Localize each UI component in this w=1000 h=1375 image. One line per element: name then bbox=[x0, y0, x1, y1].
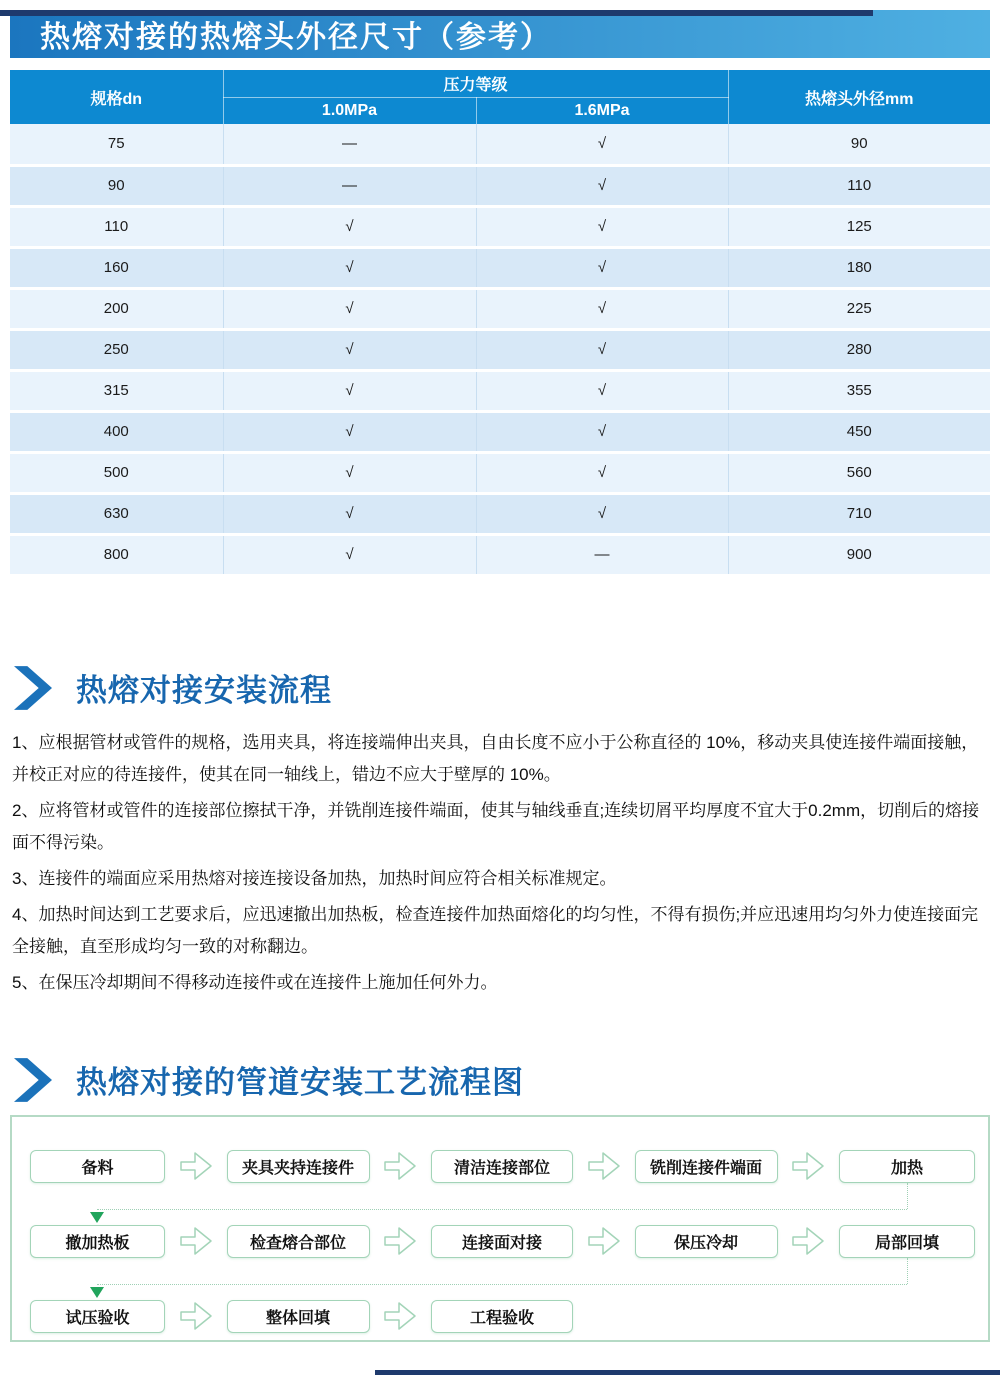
cell-od: 450 bbox=[728, 411, 990, 452]
flow-step: 工程验收 bbox=[431, 1300, 573, 1333]
table-row bbox=[10, 124, 990, 165]
connector-line bbox=[97, 1209, 907, 1210]
connector-line bbox=[97, 1284, 907, 1285]
top-navy-strip bbox=[0, 10, 873, 16]
cell-od: 125 bbox=[728, 206, 990, 247]
cell-p16: √ bbox=[476, 247, 728, 288]
table-row bbox=[10, 411, 990, 452]
flow-step: 清洁连接部位 bbox=[431, 1150, 573, 1183]
procedure-item-1: 1、应根据管材或管件的规格，选用夹具，将连接端伸出夹具，自由长度不应小于公称直径的 10%，移动夹具使连接件端面接触，并校正对应的待连接件，使其在同一轴线上，错边不应大于壁厚的 10%。 bbox=[12, 732, 979, 784]
cell-dn: 75 bbox=[10, 124, 223, 165]
cell-p10: — bbox=[223, 165, 476, 206]
table-row bbox=[10, 452, 990, 493]
cell-od: 355 bbox=[728, 370, 990, 411]
cell-p10: √ bbox=[223, 247, 476, 288]
flow-arrow-icon bbox=[165, 1151, 227, 1181]
table-row bbox=[10, 206, 990, 247]
col-header-spec: 规格dn bbox=[10, 70, 223, 124]
table-row bbox=[10, 493, 990, 534]
table-row bbox=[10, 370, 990, 411]
col-header-1-0mpa: 1.0MPa bbox=[223, 97, 476, 124]
table-row bbox=[10, 288, 990, 329]
cell-dn: 160 bbox=[10, 247, 223, 288]
flow-arrow-icon bbox=[573, 1226, 635, 1256]
cell-od: 710 bbox=[728, 493, 990, 534]
flow-row-2 bbox=[12, 1225, 988, 1258]
cell-od: 180 bbox=[728, 247, 990, 288]
flow-arrow-icon bbox=[573, 1151, 635, 1181]
cell-p10: — bbox=[223, 124, 476, 165]
down-arrow-icon bbox=[90, 1287, 104, 1298]
flow-step: 检查熔合部位 bbox=[227, 1225, 370, 1258]
cell-dn: 90 bbox=[10, 165, 223, 206]
flow-step: 整体回填 bbox=[227, 1300, 370, 1333]
flow-arrow-icon bbox=[778, 1151, 840, 1181]
col-header-1-6mpa: 1.6MPa bbox=[476, 97, 728, 124]
bottom-navy-strip bbox=[375, 1370, 1000, 1375]
cell-p10: √ bbox=[223, 452, 476, 493]
section-install-heading bbox=[14, 665, 1000, 711]
table-row bbox=[10, 534, 990, 575]
install-procedure-list bbox=[12, 727, 990, 999]
cell-dn: 110 bbox=[10, 206, 223, 247]
procedure-item-3: 3、连接件的端面应采用热熔对接连接设备加热，加热时间应符合相关标准规定。 bbox=[12, 868, 617, 888]
title-banner bbox=[10, 10, 990, 58]
flow-arrow-icon bbox=[165, 1301, 227, 1331]
flow-step: 试压验收 bbox=[30, 1300, 165, 1333]
procedure-item-5: 5、在保压冷却期间不得移动连接件或在连接件上施加任何外力。 bbox=[12, 972, 498, 992]
cell-p16: √ bbox=[476, 124, 728, 165]
connector-line bbox=[907, 1258, 908, 1284]
cell-od: 225 bbox=[728, 288, 990, 329]
flow-row-1 bbox=[12, 1150, 988, 1183]
cell-od: 560 bbox=[728, 452, 990, 493]
cell-p10: √ bbox=[223, 370, 476, 411]
flow-step: 加热 bbox=[839, 1150, 975, 1183]
connector-line bbox=[907, 1183, 908, 1209]
spec-table-header bbox=[10, 70, 990, 124]
table-row bbox=[10, 165, 990, 206]
flowchart bbox=[10, 1115, 990, 1342]
cell-p16: √ bbox=[476, 288, 728, 329]
cell-dn: 400 bbox=[10, 411, 223, 452]
cell-p16: √ bbox=[476, 370, 728, 411]
cell-dn: 500 bbox=[10, 452, 223, 493]
cell-p16: √ bbox=[476, 411, 728, 452]
cell-dn: 630 bbox=[10, 493, 223, 534]
flow-step: 铣削连接件端面 bbox=[635, 1150, 778, 1183]
page-title: 热熔对接的热熔头外径尺寸（参考） bbox=[40, 21, 552, 54]
cell-od: 280 bbox=[728, 329, 990, 370]
flow-step: 备料 bbox=[30, 1150, 165, 1183]
cell-od: 110 bbox=[728, 165, 990, 206]
cell-p10: √ bbox=[223, 534, 476, 575]
cell-p16: √ bbox=[476, 329, 728, 370]
flow-arrow-icon bbox=[778, 1226, 840, 1256]
cell-p10: √ bbox=[223, 288, 476, 329]
flow-step: 夹具夹持连接件 bbox=[227, 1150, 370, 1183]
flow-arrow-icon bbox=[165, 1226, 227, 1256]
cell-od: 90 bbox=[728, 124, 990, 165]
table-row bbox=[10, 247, 990, 288]
cell-dn: 315 bbox=[10, 370, 223, 411]
cell-p10: √ bbox=[223, 329, 476, 370]
chevron-right-icon bbox=[14, 1057, 52, 1103]
section-install-title: 热熔对接安装流程 bbox=[76, 673, 332, 708]
flow-step: 连接面对接 bbox=[431, 1225, 573, 1258]
flow-step: 局部回填 bbox=[839, 1225, 975, 1258]
flow-step: 保压冷却 bbox=[635, 1225, 778, 1258]
flow-step: 撤加热板 bbox=[30, 1225, 165, 1258]
cell-od: 900 bbox=[728, 534, 990, 575]
spec-table bbox=[10, 70, 990, 577]
cell-p16: √ bbox=[476, 165, 728, 206]
cell-dn: 200 bbox=[10, 288, 223, 329]
table-row bbox=[10, 329, 990, 370]
section-flow-heading bbox=[14, 1057, 1000, 1103]
cell-p10: √ bbox=[223, 411, 476, 452]
col-header-od: 热熔头外径mm bbox=[728, 70, 990, 124]
procedure-item-2: 2、应将管材或管件的连接部位擦拭干净，并铣削连接件端面，使其与轴线垂直;连续切屑平均厚度不宜大于0.2mm，切削后的熔接面不得污染。 bbox=[12, 800, 980, 852]
flow-arrow-icon bbox=[370, 1301, 432, 1331]
col-header-pressure: 压力等级 bbox=[223, 70, 728, 97]
cell-p16: √ bbox=[476, 493, 728, 534]
cell-dn: 800 bbox=[10, 534, 223, 575]
flow-arrow-icon bbox=[370, 1151, 432, 1181]
flow-arrow-icon bbox=[370, 1226, 432, 1256]
section-flow-title: 热熔对接的管道安装工艺流程图 bbox=[76, 1065, 524, 1100]
chevron-right-icon bbox=[14, 665, 52, 711]
cell-p16: √ bbox=[476, 206, 728, 247]
cell-dn: 250 bbox=[10, 329, 223, 370]
flow-row-3 bbox=[12, 1300, 988, 1333]
cell-p16: — bbox=[476, 534, 728, 575]
cell-p16: √ bbox=[476, 452, 728, 493]
procedure-item-4: 4、加热时间达到工艺要求后，应迅速撤出加热板，检查连接件加热面熔化的均匀性，不得有损伤;并应迅速用均匀外力使连接面完全接触，直至形成均匀一致的对称翻边。 bbox=[12, 904, 979, 956]
down-arrow-icon bbox=[90, 1212, 104, 1223]
cell-p10: √ bbox=[223, 206, 476, 247]
cell-p10: √ bbox=[223, 493, 476, 534]
